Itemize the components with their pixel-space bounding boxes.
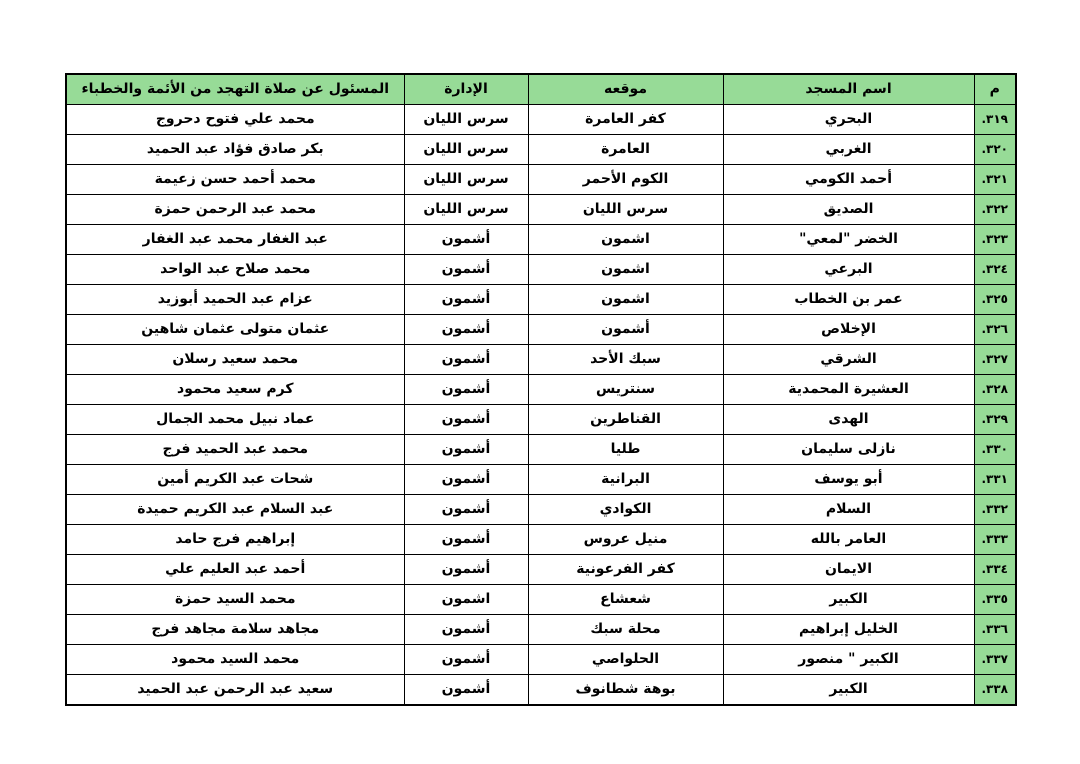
cell-responsible: عماد نبيل محمد الجمال (66, 405, 404, 435)
cell-number: ٣٣٥. (974, 585, 1016, 615)
cell-mosque-name: الصديق (723, 195, 974, 225)
table-row (66, 675, 1016, 706)
cell-location: شعشاع (528, 585, 723, 615)
cell-number: ٣٢٤. (974, 255, 1016, 285)
cell-admin: أشمون (404, 405, 528, 435)
cell-number: ٣٣٤. (974, 555, 1016, 585)
header-number: م (974, 74, 1016, 105)
cell-location: القناطرين (528, 405, 723, 435)
cell-responsible: محمد أحمد حسن زعيمة (66, 165, 404, 195)
table-row (66, 405, 1016, 435)
cell-responsible: عبد الغفار محمد عبد الغفار (66, 225, 404, 255)
cell-location: الكوادي (528, 495, 723, 525)
cell-location: سنتريس (528, 375, 723, 405)
cell-responsible: شحات عبد الكريم أمين (66, 465, 404, 495)
table-body (66, 105, 1016, 706)
cell-admin: أشمون (404, 495, 528, 525)
cell-responsible: كرم سعيد محمود (66, 375, 404, 405)
cell-location: كفر الفرعونية (528, 555, 723, 585)
cell-responsible: أحمد عبد العليم علي (66, 555, 404, 585)
cell-number: ٣٣٢. (974, 495, 1016, 525)
header-location: موقعه (528, 74, 723, 105)
cell-number: ٣٢٥. (974, 285, 1016, 315)
table-row (66, 525, 1016, 555)
header-admin: الإدارة (404, 74, 528, 105)
header-mosque-name: اسم المسجد (723, 74, 974, 105)
table-row (66, 495, 1016, 525)
cell-mosque-name: الكبير (723, 585, 974, 615)
cell-admin: سرس الليان (404, 135, 528, 165)
cell-responsible: محمد عبد الحميد فرج (66, 435, 404, 465)
cell-location: سرس الليان (528, 195, 723, 225)
table-row (66, 255, 1016, 285)
cell-mosque-name: الكبير (723, 675, 974, 706)
cell-number: ٣٢٢. (974, 195, 1016, 225)
cell-location: اشمون (528, 285, 723, 315)
cell-location: محلة سبك (528, 615, 723, 645)
mosque-table (65, 73, 1017, 706)
cell-mosque-name: الهدى (723, 405, 974, 435)
table-row (66, 285, 1016, 315)
cell-number: ٣٣١. (974, 465, 1016, 495)
cell-location: اشمون (528, 225, 723, 255)
table-row (66, 105, 1016, 135)
table-row (66, 195, 1016, 225)
cell-mosque-name: الشرقي (723, 345, 974, 375)
cell-mosque-name: العشيرة المحمدية (723, 375, 974, 405)
cell-responsible: بكر صادق فؤاد عبد الحميد (66, 135, 404, 165)
cell-number: ٣٣٧. (974, 645, 1016, 675)
table-row (66, 345, 1016, 375)
table-row (66, 375, 1016, 405)
cell-admin: أشمون (404, 465, 528, 495)
cell-number: ٣٢٧. (974, 345, 1016, 375)
cell-number: ٣٢١. (974, 165, 1016, 195)
cell-location: الكوم الأحمر (528, 165, 723, 195)
cell-responsible: محمد علي فتوح دحروج (66, 105, 404, 135)
cell-location: اشمون (528, 255, 723, 285)
cell-responsible: عزام عبد الحميد أبوزيد (66, 285, 404, 315)
cell-mosque-name: العامر بالله (723, 525, 974, 555)
cell-mosque-name: أحمد الكومي (723, 165, 974, 195)
cell-admin: أشمون (404, 375, 528, 405)
cell-number: ٣٢٨. (974, 375, 1016, 405)
cell-responsible: محمد السيد حمزة (66, 585, 404, 615)
cell-admin: أشمون (404, 225, 528, 255)
cell-admin: سرس الليان (404, 165, 528, 195)
cell-number: ٣٣٠. (974, 435, 1016, 465)
cell-admin: سرس الليان (404, 105, 528, 135)
cell-admin: أشمون (404, 435, 528, 465)
cell-admin: اشمون (404, 585, 528, 615)
cell-admin: أشمون (404, 645, 528, 675)
cell-location: منيل عروس (528, 525, 723, 555)
cell-responsible: عثمان متولى عثمان شاهين (66, 315, 404, 345)
table-row (66, 435, 1016, 465)
table-row (66, 165, 1016, 195)
cell-location: العامرة (528, 135, 723, 165)
cell-responsible: محمد عبد الرحمن حمزة (66, 195, 404, 225)
cell-location: البرانية (528, 465, 723, 495)
table-row (66, 555, 1016, 585)
cell-number: ٣٣٣. (974, 525, 1016, 555)
cell-mosque-name: البرعي (723, 255, 974, 285)
table-row (66, 585, 1016, 615)
header-responsible: المسئول عن صلاة التهجد من الأئمة والخطباء (66, 74, 404, 105)
cell-location: سبك الأحد (528, 345, 723, 375)
table-row (66, 225, 1016, 255)
cell-location: طليا (528, 435, 723, 465)
cell-location: أشمون (528, 315, 723, 345)
table-row (66, 615, 1016, 645)
cell-responsible: محمد السيد محمود (66, 645, 404, 675)
cell-responsible: مجاهد سلامة مجاهد فرج (66, 615, 404, 645)
cell-mosque-name: الخليل إبراهيم (723, 615, 974, 645)
cell-number: ٣٢٦. (974, 315, 1016, 345)
cell-admin: أشمون (404, 345, 528, 375)
cell-admin: سرس الليان (404, 195, 528, 225)
cell-admin: أشمون (404, 615, 528, 645)
table-row (66, 315, 1016, 345)
cell-responsible: إبراهيم فرج حامد (66, 525, 404, 555)
cell-admin: أشمون (404, 675, 528, 706)
cell-admin: أشمون (404, 255, 528, 285)
table-row (66, 135, 1016, 165)
table-row (66, 645, 1016, 675)
cell-mosque-name: الغربي (723, 135, 974, 165)
cell-mosque-name: السلام (723, 495, 974, 525)
cell-admin: أشمون (404, 555, 528, 585)
cell-mosque-name: عمر بن الخطاب (723, 285, 974, 315)
header-row (66, 74, 1016, 105)
cell-mosque-name: أبو يوسف (723, 465, 974, 495)
table-row (66, 465, 1016, 495)
cell-mosque-name: نازلى سليمان (723, 435, 974, 465)
cell-admin: أشمون (404, 315, 528, 345)
cell-admin: أشمون (404, 525, 528, 555)
cell-mosque-name: الإخلاص (723, 315, 974, 345)
cell-number: ٣٢٠. (974, 135, 1016, 165)
cell-number: ٣١٩. (974, 105, 1016, 135)
cell-mosque-name: البحري (723, 105, 974, 135)
cell-location: بوهة شطانوف (528, 675, 723, 706)
cell-number: ٣٣٨. (974, 675, 1016, 706)
cell-location: كفر العامرة (528, 105, 723, 135)
cell-number: ٣٢٣. (974, 225, 1016, 255)
cell-mosque-name: الخضر "لمعي" (723, 225, 974, 255)
cell-admin: أشمون (404, 285, 528, 315)
cell-location: الحلواصي (528, 645, 723, 675)
cell-responsible: محمد سعيد رسلان (66, 345, 404, 375)
cell-responsible: محمد صلاح عبد الواحد (66, 255, 404, 285)
cell-responsible: سعيد عبد الرحمن عبد الحميد (66, 675, 404, 706)
cell-number: ٣٣٦. (974, 615, 1016, 645)
cell-mosque-name: الايمان (723, 555, 974, 585)
cell-number: ٣٢٩. (974, 405, 1016, 435)
cell-mosque-name: الكبير " منصور (723, 645, 974, 675)
cell-responsible: عبد السلام عبد الكريم حميدة (66, 495, 404, 525)
